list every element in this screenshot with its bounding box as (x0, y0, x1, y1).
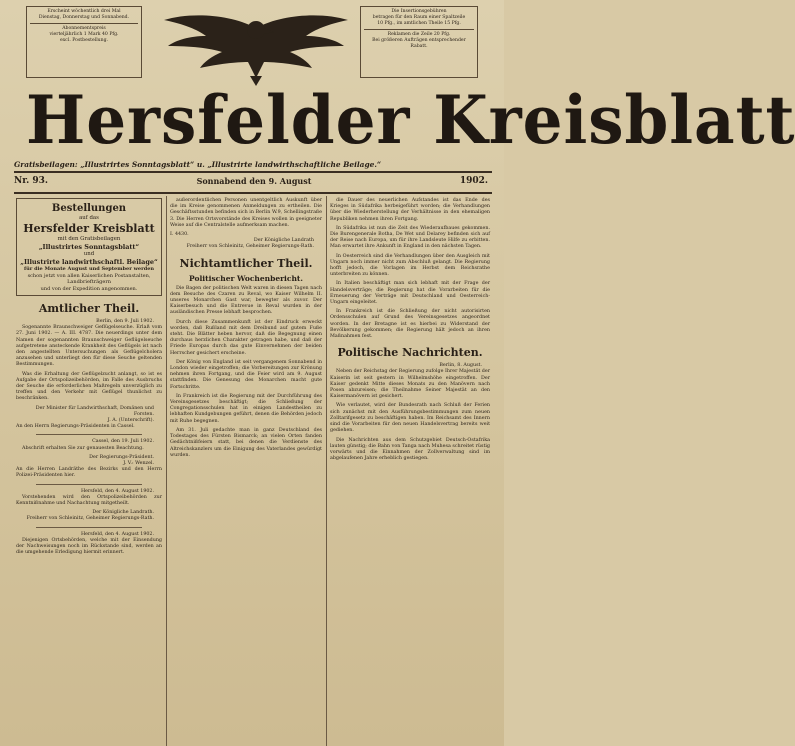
column-1 (16, 198, 162, 746)
ad-text: schon jetzt von allen Kaiserlichen Postanstalten, Landbriefträgern (27, 272, 151, 285)
publication-days: Dienstag, Donnerstag und Sonnabend. (38, 15, 130, 20)
article-paragraph: Neben der Reichstag der Regierung zufolge Ihrer Majestät der Kaiserin ist seit gestern in Wilhelmshöhe eingetroffen. Der Kaiser gedenkt Mitte dieses Monats zu den Manövern nach Posen abzureisen; die Theilnahme Seiner Majestät an den Kaisermanövern ist gesichert. (330, 369, 490, 400)
article-paragraph: Vorstehenden wird den Ortspolizeibehörden zur Kenntnißnahme und Nachachtung mitgetheilt. (16, 494, 162, 507)
article-paragraph: In Oesterreich sind die Verhandlungen über den Ausgleich mit Ungarn noch immer nicht zum Abschluß gelangt. Die Regierung hofft jedoch, die Vorlagen im Herbst dem Reichsrathe unterbreiten zu können. (330, 253, 490, 278)
ad-text: für die Monate August und September werden (23, 266, 155, 272)
signature: Freiherr von Schleinitz, Geheimer Regierungs-Rath. (186, 244, 314, 250)
reference-number: I. 4430. (170, 232, 189, 238)
rates-line: 10 Pfg., im amtlichen Theile 15 Pfg. (377, 21, 461, 26)
article-paragraph: Der König von England ist seit vergangenem Sonnabend in London wieder eingetroffen; die Vorbereitungen zur Krönung nehmen ihren Fortgang, und die Feier wird am 9. August stattfinden. Die Genesung des Monarchen macht gute Fortschritte. (170, 359, 322, 390)
bottom-rule (14, 192, 492, 194)
dateline: Berlin, 8. August. (439, 363, 482, 369)
article-paragraph: Was die Erhaltung der Geflügelzucht anlangt, so ist es Aufgabe der Ortspolizeibehörden, im Falle des Ausbruchs der Seuche die erforderlichen Maßregeln unverzüglich zu treffen und den Verkehr mit Geflügel thunlichst zu beschränken. (16, 371, 162, 402)
signature: Der Regierungs-Präsident. (89, 454, 154, 460)
ad-supplement: „Illustrirtes Sonntagsblatt“ (38, 243, 140, 251)
column-2 (170, 198, 322, 746)
article-paragraph: Sogenannte Braunschweiger Geflügelseuche. Erlaß vom 27. Juni 1902. — A. III. 4787. Die neuerdings unter dem Namen der sogenannten Braunschweiger Geflügelseuche aufgetretene ansteckende Krankheit des Geflügels ist nach den angestellten Untersuchungen als Geflügelcholera anzusehen und unterliegt den für diese Seuche geltenden Bestimmungen. (16, 325, 162, 368)
signature: Der Königliche Landrath (253, 238, 314, 244)
section-heading: Politische Nachrichten. (337, 346, 483, 360)
column-3 (330, 198, 490, 746)
rates-line: Rabatt. (410, 44, 428, 49)
price-value: vierteljährlich 1 Mark 40 Pfg. (49, 32, 119, 37)
subscription-info-box (26, 6, 142, 78)
article-paragraph: In Italien beschäftigt man sich lebhaft mit der Frage der Handelsverträge; die Regierung hat die Vorarbeiten für die Erneuerung der Verträge mit Deutschland und Oesterreich-Ungarn eingeleitet. (330, 281, 490, 306)
issue-line (14, 176, 492, 190)
separator (36, 527, 142, 528)
publication-schedule: Erscheint wöchentlich drei Mal (47, 9, 121, 14)
ad-text: und von der Expedition angenommen. (40, 285, 138, 292)
article-paragraph: Die Nachrichten aus dem Schutzgebiet Deutsch-Ostafrika lauten günstig; die Bahn von Tanga nach Muhesa schreitet rüstig vorwärts und die Einnahmen der Zollverwaltung sind im abgelaufenen Jahre erheblich gestiegen. (330, 437, 490, 462)
subscription-ad (16, 198, 162, 296)
separator (36, 434, 142, 435)
price-label: Abonnementspreis (62, 26, 106, 31)
section-heading: Amtlicher Theil. (38, 302, 140, 315)
article-paragraph: Abschrift erhalten Sie zur genauesten Beachtung. (22, 445, 144, 451)
issue-year: 1902. (459, 176, 488, 186)
ad-title: Hersfelder Kreisblatt (23, 222, 155, 235)
article-paragraph: Wie verlautet, wird der Bundesrath nach Schluß der Ferien sich zunächst mit den Ausführungsbestimmungen zum neuen Zolltarifgesetz zu beschäftigen haben. Im Reichsamt des Innern sind die Vorarbeiten für den neuen Handelsvertrag bereits weit gediehen. (330, 403, 490, 434)
article-paragraph: Diejenigen Ortsbehörden, welche mit der Einsendung der Nachweisungen noch im Rückstande sind, werden an die umgehende Erledigung hiermit erinnert. (16, 537, 162, 556)
article-paragraph: außerordentlichen Personen unentgeltlich Auskunft über die im Kreise genommenen Anmeldungen zu ertheilen. Die Geschäftsstunden befinden sich in Berlin W.9, Schellingstraße 3. Die Herren Ortsvorstände des Kreises wollen in geeigneter Weise auf die Centralstelle aufmerksam machen. (170, 198, 322, 228)
addressee: An den Herrn Regierungs-Präsidenten in Cassel. (16, 424, 135, 430)
price-note: excl. Postbestellung. (60, 38, 108, 43)
article-paragraph: die Dauer des neuerlichen Aufstandes ist das Ende des Krieges in Südafrika herbeigeführt worden; die Verhandlungen über die Wiederherstellung der Verhältnisse in den ehemaligen Republiken nehmen ihren Fortgang. (330, 198, 490, 222)
addressee: An die Herren Landräthe des Bezirks und den Herrn Polizei-Präsidenten hier. (16, 467, 162, 479)
article-paragraph: In Frankreich ist die Schließung der nicht autorisirten Ordensschulen auf Grund des Vereinsgesetzes angeordnet worden. In der Bretagne ist es hierbei zu Widerstand der Bevölkerung gekommen; die Regierung hält jedoch an ihren Maßnahmen fest. (330, 309, 490, 340)
ad-text: und (83, 251, 95, 257)
signature: Der Königliche Landrath. (92, 510, 154, 516)
column-divider (166, 196, 167, 746)
separator (36, 484, 142, 485)
column-divider (326, 196, 327, 746)
advertising-rates-box (360, 6, 478, 78)
supplements-subtitle: Gratisbeilagen: „Illustrirtes Sonntagsblatt“ u. „Illustrirte landwirthschaftliche Beilage.“ (14, 160, 382, 169)
article-paragraph: In Frankreich ist die Regierung mit der Durchführung des Vereinsgesetzes beschäftigt; die Schließung der Congregationsschulen hat in einigen Landestheilen zu lebhaften Kundgebungen geführt, denen die Behörden jedoch mit Ruhe begegnen. (170, 393, 322, 424)
issue-number: Nr. 93. (14, 176, 49, 186)
dateline: Berlin, den 9. Juli 1902. (96, 319, 154, 324)
eagle-emblem-icon (160, 6, 352, 88)
dateline: Hersfeld, den 4. August 1902. (80, 488, 154, 494)
ad-headline: Bestellungen (51, 203, 127, 214)
issue-date: Sonnabend den 9. August (196, 176, 312, 186)
article-paragraph: Durch diese Zusammenkunft ist der Eindruck erweckt worden, daß Rußland mit dem Dreibund auf gutem Fuße steht. Die Blätter heben hervor, daß die Begegnung einen durchaus herzlichen Charakter getragen habe, und daß der Friede Europas durch das gute Einvernehmen der beiden Herrscher gesichert erscheine. (170, 319, 322, 356)
ad-text: auf das (79, 215, 99, 221)
dateline: Cassel, den 19. Juli 1902. (92, 439, 154, 445)
signature: J. A. (Unterschrift). (107, 418, 154, 424)
rates-line: Reklamen die Zeile 20 Pfg. (387, 32, 451, 37)
newspaper-title: Hersfelder Kreisblatt (26, 81, 795, 159)
rates-line: Bei größeren Aufträgen entsprechender (372, 38, 466, 43)
article-paragraph: Die Bagen der politischen Welt waren in diesen Tagen nach dem Besuche des Czaren zu Reval, wo Kaiser Wilhelm II. unseres Monarchen Gast war, bewegter als zuvor. Der Kaiserbesuch und die Entrevue in Reval wurden in der ausländischen Presse lebhaft besprochen. (170, 285, 322, 316)
dateline: Hersfeld, den 4. August 1902. (80, 531, 154, 537)
signature: Freiherr von Schleinitz, Geheimer Regierungs-Rath. (26, 516, 154, 522)
signature: J. V.: Wenzel. (123, 461, 154, 467)
ad-text: mit den Gratisbeilagen (57, 236, 121, 242)
signature: Der Minister für Landwirthschaft, Domänen und Forsten. (35, 405, 154, 417)
article-paragraph: In Südafrika ist nun die Zeit des Wiederaufbaues gekommen. Die Burengenerale Botha, De Wet und Delarey befinden sich auf der Reise nach Europa, um für ihre Landsleute Hilfe zu erbitten. Man erwartet ihre Ankunft in England in den nächsten Tagen. (330, 225, 490, 250)
rates-line: betragen für den Raum einer Spaltzeile (372, 15, 466, 20)
top-rule (14, 171, 492, 173)
rates-title: Die Insertionsgebühren (391, 9, 447, 14)
article-paragraph: Am 31. Juli gedachte man in ganz Deutschland des Todestages des Fürsten Bismarck; an vielen Orten fanden Gedächtnißfeiern statt, bei denen die Verdienste des Altreichskanzlers um die Einigung des Vaterlandes gewürdigt wurden. (170, 427, 322, 458)
ad-supplement: „Illustrirte landwirthschaftl. Beilage“ (20, 258, 158, 266)
section-heading: Nichtamtlicher Theil. (179, 256, 313, 270)
article-heading: Politischer Wochenbericht. (189, 273, 303, 283)
